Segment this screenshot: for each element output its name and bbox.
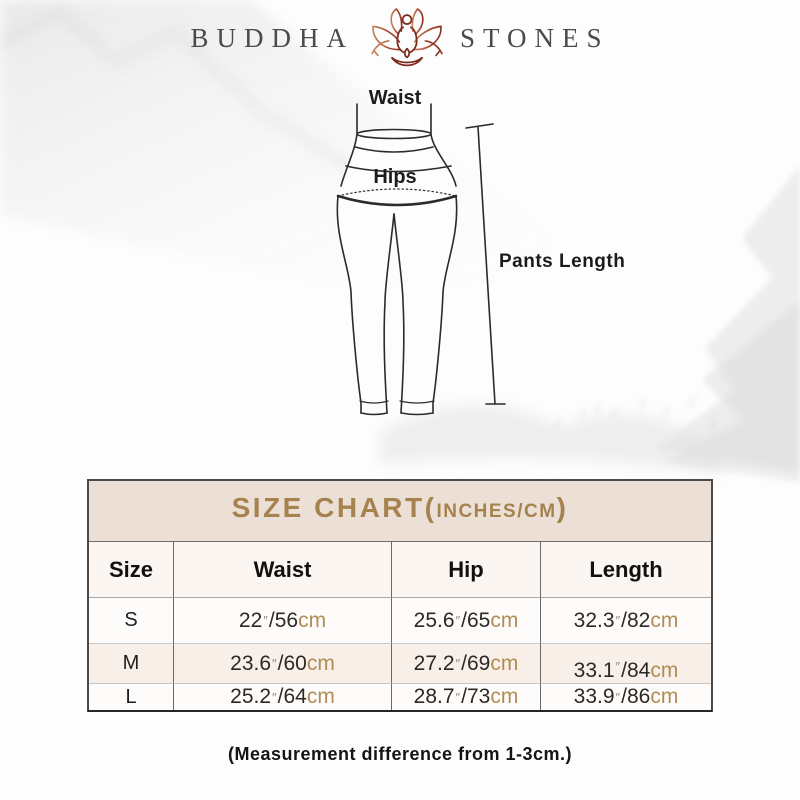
hips-label: Hips bbox=[373, 166, 417, 188]
brand-name-left: BUDDHA bbox=[190, 22, 354, 53]
row-m-length: 33.1″/84cm bbox=[541, 644, 711, 684]
pants-length-label: Pants Length bbox=[499, 251, 626, 272]
column-header-waist: Waist bbox=[174, 542, 392, 598]
column-header-length: Length bbox=[541, 542, 711, 598]
row-s-length: 32.3 ″ / 82 cm bbox=[541, 598, 711, 644]
size-chart-table bbox=[87, 479, 713, 712]
row-l-waist: 25.2 ″ / 64 cm bbox=[174, 684, 392, 710]
row-s-waist: 22 ″ / 56 cm bbox=[174, 598, 392, 644]
brand-logo bbox=[0, 6, 800, 70]
measurement-note: (Measurement difference from 1-3cm.) bbox=[227, 744, 573, 764]
brand-name-right: STONES bbox=[459, 22, 610, 53]
row-m-waist: 23.6 ″ / 60 cm bbox=[174, 644, 392, 684]
size-chart-grid bbox=[89, 542, 711, 710]
column-header-hip: Hip bbox=[392, 542, 541, 598]
row-l-length: 33.9 ″ / 86 cm bbox=[541, 684, 711, 710]
row-s-hip: 25.6 ″ / 65 cm bbox=[392, 598, 541, 644]
lotus-meditation-icon bbox=[368, 7, 446, 69]
waist-label: Waist bbox=[368, 87, 422, 109]
size-chart-title-close: ) bbox=[556, 492, 569, 523]
row-s-size: S bbox=[89, 598, 174, 644]
row-m-hip: 27.2 ″ / 69 cm bbox=[392, 644, 541, 684]
row-l-hip: 28.7 ″ / 73 cm bbox=[392, 684, 541, 710]
row-l-size: L bbox=[89, 684, 174, 710]
size-chart-title bbox=[89, 481, 711, 542]
size-chart-title-unit: INCHES/CM bbox=[436, 501, 557, 522]
size-chart-title-main: SIZE CHART( bbox=[231, 492, 437, 523]
row-m-size: M bbox=[89, 644, 174, 684]
column-header-size: Size bbox=[89, 542, 174, 598]
